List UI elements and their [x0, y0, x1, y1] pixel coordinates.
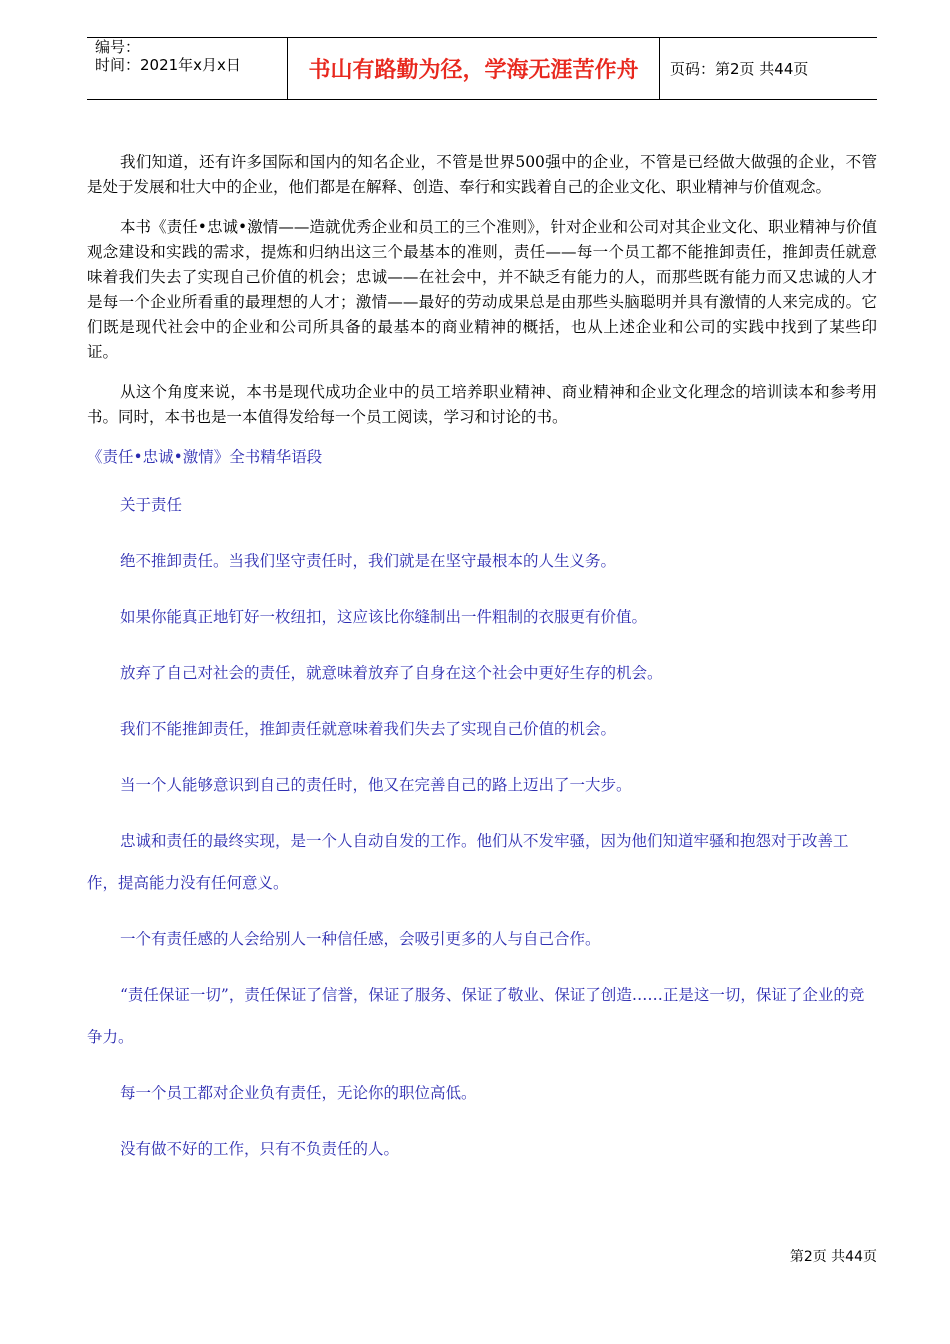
- subsection-title: 关于责任: [120, 496, 183, 514]
- quote-item: 绝不推卸责任。当我们坚守责任时，我们就是在坚守最根本的人生义务。: [120, 552, 617, 570]
- header-meta: [87, 37, 287, 100]
- quote-item: 放弃了自己对社会的责任，就意味着放弃了自身在这个社会中更好生存的机会。: [120, 664, 663, 682]
- page-header: [87, 37, 877, 100]
- page-footer: 第2页 共44页: [789, 1249, 877, 1265]
- header-page-info: 页码：第2页 共44页: [660, 37, 877, 99]
- intro-paragraph: 从这个角度来说，本书是现代成功企业中的员工培养职业精神、商业精神和企业文化理念的培训读本和参考用书。同时，本书也是一本值得发给每一个员工阅读，学习和讨论的书。: [87, 383, 877, 426]
- section-title: 《责任•忠诚•激情》全书精华语段: [87, 448, 323, 466]
- quote-item: 我们不能推卸责任，推卸责任就意味着我们失去了实现自己价值的机会。: [120, 720, 617, 738]
- quote-item: 没有做不好的工作，只有不负责任的人。: [120, 1140, 400, 1158]
- number-label: 编号：: [95, 38, 141, 56]
- document-body: [87, 150, 877, 1170]
- quote-item: 当一个人能够意识到自己的责任时，他又在完善自己的路上迈出了一大步。: [120, 776, 632, 794]
- quote-item: 一个有责任感的人会给别人一种信任感，会吸引更多的人与自己合作。: [120, 930, 601, 948]
- date-label: 时间：2021年x月x日: [95, 56, 241, 74]
- header-motto: 书山有路勤为径，学海无涯苦作舟: [287, 37, 660, 99]
- quote-item: 忠诚和责任的最终实现，是一个人自动自发的工作。他们从不发牢骚，因为他们知道牢骚和抱怨对于改善工作，提高能力没有任何意义。: [87, 832, 849, 892]
- quote-item: 如果你能真正地钉好一枚纽扣，这应该比你缝制出一件粗制的衣服更有价值。: [120, 608, 648, 626]
- quote-item: 每一个员工都对企业负有责任，无论你的职位高低。: [120, 1084, 477, 1102]
- intro-paragraph: 本书《责任•忠诚•激情——造就优秀企业和员工的三个准则》，针对企业和公司对其企业文化、职业精神与价值观念建设和实践的需求，提炼和归纳出这三个最基本的准则，责任——每一个员工都不能推卸责任，推卸责任就意味着我们失去了实现自己价值的机会；忠诚——在社会中，并不缺乏有能力的人，而那些既有能力而又忠诚的人才是每一个企业所看重的最理想的人才；激情——最好的劳动成果总是由那些头脑聪明并具有激情的人来完成的。它们既是现代社会中的企业和公司所具备的最基本的商业精神的概括，也从上述企业和公司的实践中找到了某些印证。: [87, 218, 877, 361]
- quote-item: “责任保证一切”，责任保证了信誉，保证了服务、保证了敬业、保证了创造……正是这一切，保证了企业的竞争力。: [87, 986, 865, 1046]
- intro-paragraph: 我们知道，还有许多国际和国内的知名企业，不管是世界500强中的企业，不管是已经做大做强的企业，不管是处于发展和壮大中的企业，他们都是在解释、创造、奉行和实践着自己的企业文化、职业精神与价值观念。: [87, 153, 877, 196]
